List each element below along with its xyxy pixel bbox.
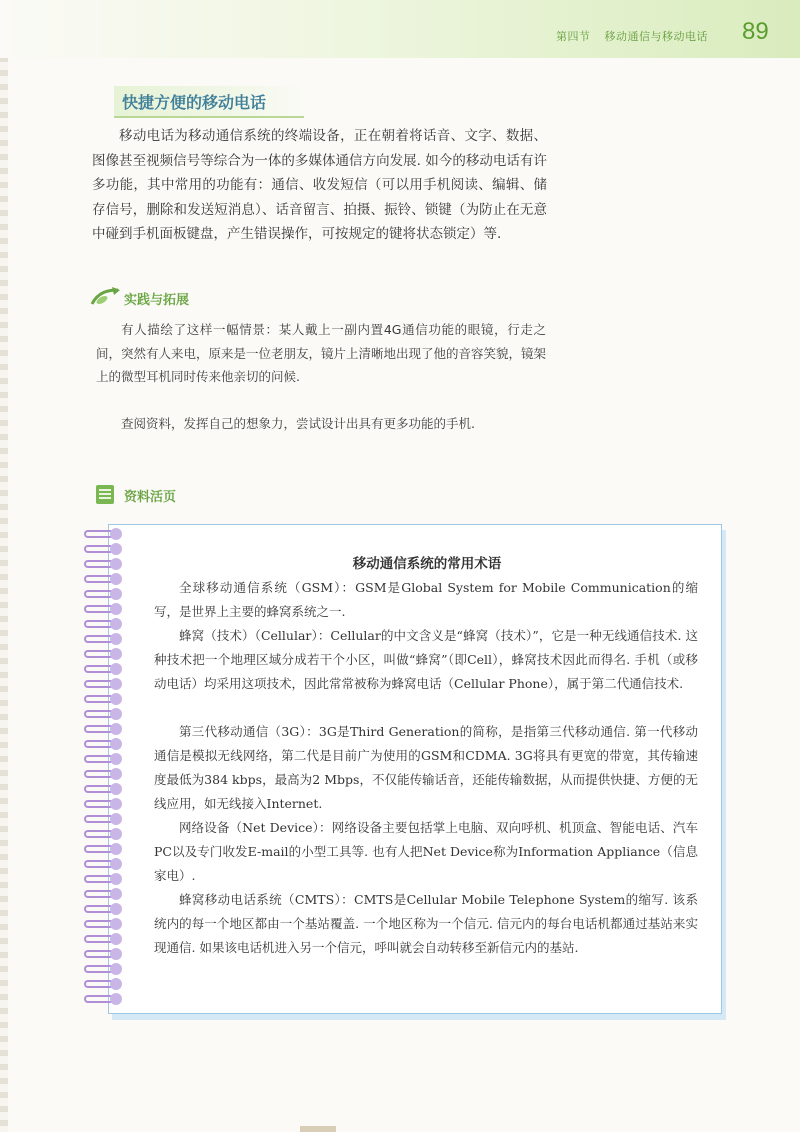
term-net-device: 网络设备（Net Device）：网络设备主要包括掌上电脑、双向呼机、机顶盒、智能电话、汽车PC以及专门收发E-mail的小型工具等. 也有人把Net Device称为Information Appliance（信息家电）. bbox=[154, 820, 698, 883]
section-title: 移动通信与移动电话 bbox=[604, 30, 708, 43]
spiral-ring bbox=[84, 528, 128, 540]
spiral-ring bbox=[84, 933, 128, 945]
spiral-ring bbox=[84, 738, 128, 750]
spiral-ring bbox=[84, 678, 128, 690]
spiral-ring bbox=[84, 573, 128, 585]
spiral-ring bbox=[84, 918, 128, 930]
spiral-ring bbox=[84, 858, 128, 870]
spiral-ring bbox=[84, 663, 128, 675]
section-heading-text: 快捷方便的移动电话 bbox=[122, 93, 267, 112]
spiral-ring bbox=[84, 843, 128, 855]
spiral-ring bbox=[84, 903, 128, 915]
spiral-ring bbox=[84, 723, 128, 735]
bottom-edge-mark bbox=[300, 1126, 336, 1132]
spiral-ring bbox=[84, 888, 128, 900]
spiral-ring bbox=[84, 588, 128, 600]
running-header bbox=[556, 28, 722, 44]
section-heading bbox=[114, 86, 304, 118]
term-cellular: 蜂窝（技术）（Cellular）：Cellular的中文含义是“蜂窝（技术）”，它是一种无线通信技术. 这种技术把一个地理区域分成若干个小区，叫做“蜂窝”（即Cell），蜂窝技术因此而得名. 手机（或移动电话）均采用这项技术，因此常常被称为蜂窝电话（Cellular Phone），属于第二代通信技术. bbox=[154, 628, 698, 691]
spiral-ring bbox=[84, 708, 128, 720]
spiral-ring bbox=[84, 828, 128, 840]
spiral-ring bbox=[84, 783, 128, 795]
term-gsm: 全球移动通信系统（GSM）：GSM是Global System for Mobile Communication的缩写，是世界上主要的蜂窝系统之一. bbox=[154, 580, 698, 619]
section-label: 第四节 bbox=[556, 30, 591, 43]
spiral-ring bbox=[84, 813, 128, 825]
spiral-ring bbox=[84, 618, 128, 630]
practice-paragraph-1: 有人描绘了这样一幅情景：某人戴上一副内置4G通信功能的眼镜，行走之间，突然有人来电，原来是一位老朋友，镜片上清晰地出现了他的音容笑貌，镜架上的微型耳机同时传来他亲切的问候. bbox=[96, 322, 547, 384]
spiral-ring bbox=[84, 603, 128, 615]
spiral-ring bbox=[84, 693, 128, 705]
practice-paragraph-2: 查阅资料，发挥自己的想象力，尝试设计出具有更多功能的手机. bbox=[121, 416, 475, 431]
spiral-ring bbox=[84, 633, 128, 645]
body-paragraph: 移动电话为移动通信系统的终端设备，正在朝着将话音、文字、数据、图像甚至视频信号等综合为一体的多媒体通信方向发展. 如今的移动电话有许多功能，其中常用的功能有：通信、收发短信（可以用手机阅读、编辑、储存信号，删除和发送短消息）、话音留言、拍摄、振铃、锁键（为防止在无意中碰到手机面板键盘，产生错误操作，可按规定的键将状态锁定）等. bbox=[92, 128, 547, 242]
page-number: 89 bbox=[742, 18, 769, 45]
spiral-ring bbox=[84, 798, 128, 810]
page-header bbox=[0, 0, 800, 58]
spiral-binding bbox=[84, 528, 132, 1012]
spiral-ring bbox=[84, 648, 128, 660]
term-cmts: 蜂窝移动电话系统（CMTS）：CMTS是Cellular Mobile Telephone System的缩写. 该系统内的每一个地区都由一个基站覆盖. 一个地区称为一个信元. 信元内的每台电话机都通过基站来实现通信. 如果该电话机进入另一个信元，呼叫就会自动转移至新信元内的基站. bbox=[154, 892, 698, 955]
notebook-page-icon bbox=[96, 485, 114, 504]
spiral-ring bbox=[84, 993, 128, 1005]
spiral-ring bbox=[84, 978, 128, 990]
spiral-ring bbox=[84, 768, 128, 780]
spiral-ring bbox=[84, 963, 128, 975]
spiral-ring bbox=[84, 948, 128, 960]
spiral-ring bbox=[84, 753, 128, 765]
leaf-arrow-icon bbox=[90, 286, 122, 308]
material-heading-text: 资料活页 bbox=[124, 490, 177, 505]
spiral-ring bbox=[84, 873, 128, 885]
practice-heading-text: 实践与拓展 bbox=[124, 293, 190, 308]
term-3g: 第三代移动通信（3G）：3G是Third Generation的简称，是指第三代移动通信. 第一代移动通信是模拟无线网络，第二代是目前广为使用的GSM和CDMA. 3G将具有更宽的带宽，其传输速度最低为384 kbps，最高为2 Mbps，不仅能传输话音，还能传输数据，从而提供快捷、方便的无线应用，如无线接入Internet. bbox=[154, 724, 698, 811]
notebook-title: 移动通信系统的常用术语 bbox=[352, 556, 502, 572]
